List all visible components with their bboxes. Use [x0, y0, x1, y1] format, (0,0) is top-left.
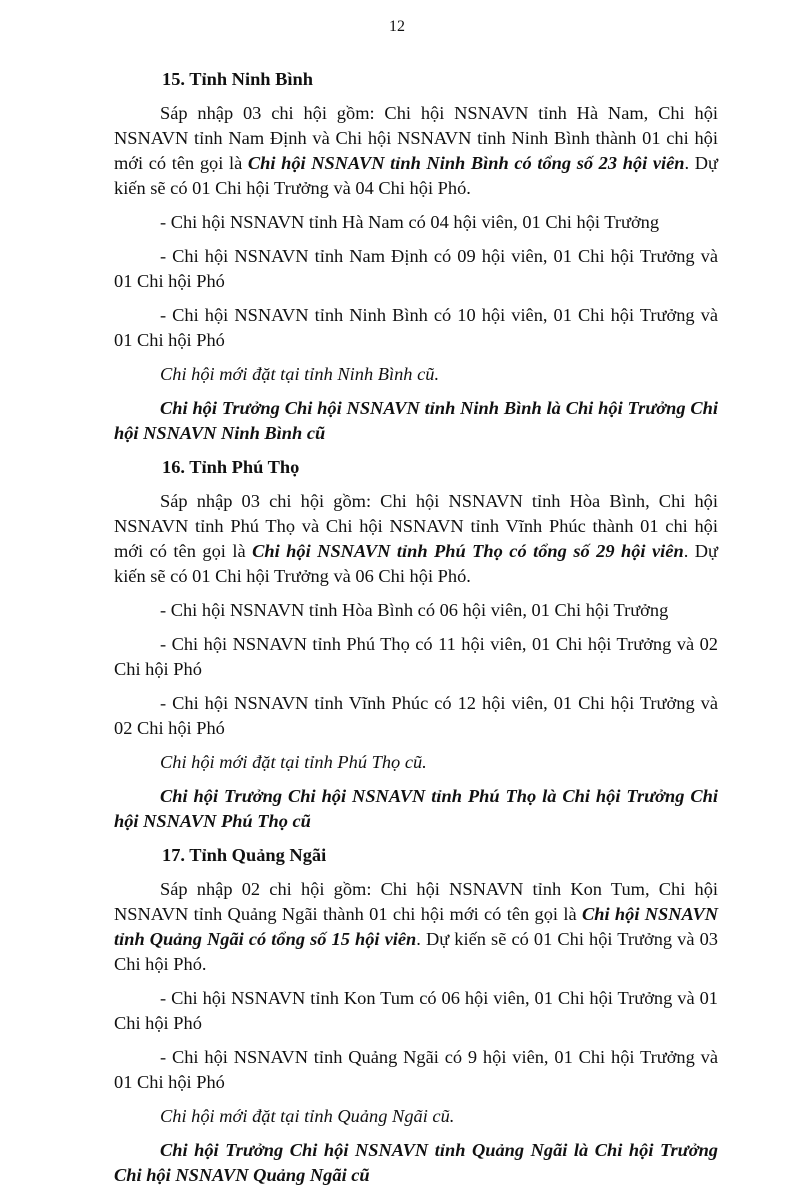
page-number: 12 — [389, 18, 405, 35]
closing-statement: Chi hội Trưởng Chi hội NSNAVN tỉnh Quảng Ngãi là Chi hội Trưởng Chi hội NSNAVN Quảng Ngãi cũ — [114, 1140, 718, 1185]
closing-statement: Chi hội Trưởng Chi hội NSNAVN tỉnh Phú Thọ là Chi hội Trưởng Chi hội NSNAVN Phú Thọ cũ — [114, 786, 718, 831]
list-item: - Chi hội NSNAVN tỉnh Hà Nam có 04 hội viên, 01 Chi hội Trưởng — [160, 212, 660, 232]
list-item: - Chi hội NSNAVN tỉnh Quảng Ngãi có 9 hội viên, 01 Chi hội Trưởng và 01 Chi hội Phó — [114, 1047, 718, 1092]
intro-text-end: . Dự kiến sẽ có 01 Chi hội Trưởng và 04 Chi hội Phó. — [114, 153, 719, 198]
section-heading: 16. Tỉnh Phú Thọ — [162, 457, 300, 477]
list-item: - Chi hội NSNAVN tỉnh Kon Tum có 06 hội viên, 01 Chi hội Trưởng và 01 Chi hội Phó — [114, 988, 718, 1033]
section-intro — [114, 489, 718, 589]
intro-text: Sáp nhập 02 chi hội gồm: Chi hội NSNAVN tỉnh Kon Tum, Chi hội NSNAVN tỉnh Quảng Ngãi thành 01 chi hội mới có tên gọi là — [114, 879, 718, 924]
list-item: - Chi hội NSNAVN tỉnh Vĩnh Phúc có 12 hội viên, 01 Chi hội Trưởng và 02 Chi hội Phó — [114, 693, 718, 738]
intro-text-end: . Dự kiến sẽ có 01 Chi hội Trưởng và 03 Chi hội Phó. — [114, 929, 719, 974]
location-note: Chi hội mới đặt tại tỉnh Quảng Ngãi cũ. — [160, 1106, 455, 1126]
intro-highlight: Chi hội NSNAVN tỉnh Quảng Ngãi có tổng số 15 hội viên — [114, 904, 718, 949]
list-item: - Chi hội NSNAVN tỉnh Nam Định có 09 hội viên, 01 Chi hội Trưởng và 01 Chi hội Phó — [114, 246, 718, 291]
intro-text-end: . Dự kiến sẽ có 01 Chi hội Trưởng và 06 Chi hội Phó. — [114, 541, 719, 586]
list-item: - Chi hội NSNAVN tỉnh Hòa Bình có 06 hội viên, 01 Chi hội Trưởng — [160, 600, 669, 620]
section-quang-ngai — [114, 843, 718, 1188]
closing-statement: Chi hội Trưởng Chi hội NSNAVN tỉnh Ninh Bình là Chi hội Trưởng Chi hội NSNAVN Ninh Bình cũ — [114, 398, 718, 443]
section-phu-tho — [114, 455, 718, 834]
location-note: Chi hội mới đặt tại tỉnh Phú Thọ cũ. — [160, 752, 427, 772]
intro-text: Sáp nhập 03 chi hội gồm: Chi hội NSNAVN tỉnh Hà Nam, Chi hội NSNAVN tỉnh Nam Định và Chi hội NSNAVN tỉnh Ninh Bình thành 01 chi hội mới có tên gọi là — [114, 103, 718, 173]
section-heading: 15. Tỉnh Ninh Bình — [162, 69, 313, 89]
intro-highlight: Chi hội NSNAVN tỉnh Ninh Bình có tổng số 23 hội viên — [247, 153, 685, 173]
section-intro — [114, 101, 718, 201]
section-intro — [114, 877, 718, 977]
location-note: Chi hội mới đặt tại tỉnh Ninh Bình cũ. — [160, 364, 440, 384]
list-item: - Chi hội NSNAVN tỉnh Phú Thọ có 11 hội viên, 01 Chi hội Trưởng và 02 Chi hội Phó — [114, 634, 718, 679]
document-body — [114, 67, 718, 1197]
intro-text: Sáp nhập 03 chi hội gồm: Chi hội NSNAVN tỉnh Hòa Bình, Chi hội NSNAVN tỉnh Phú Thọ và Chi hội NSNAVN tỉnh Vĩnh Phúc thành 01 chi hội mới có tên gọi là — [114, 491, 718, 561]
section-heading: 17. Tỉnh Quảng Ngãi — [162, 845, 327, 865]
list-item: - Chi hội NSNAVN tỉnh Ninh Bình có 10 hội viên, 01 Chi hội Trưởng và 01 Chi hội Phó — [114, 305, 718, 350]
section-ninh-binh — [114, 67, 718, 446]
intro-highlight: Chi hội NSNAVN tỉnh Phú Thọ có tổng số 29 hội viên — [252, 541, 684, 561]
